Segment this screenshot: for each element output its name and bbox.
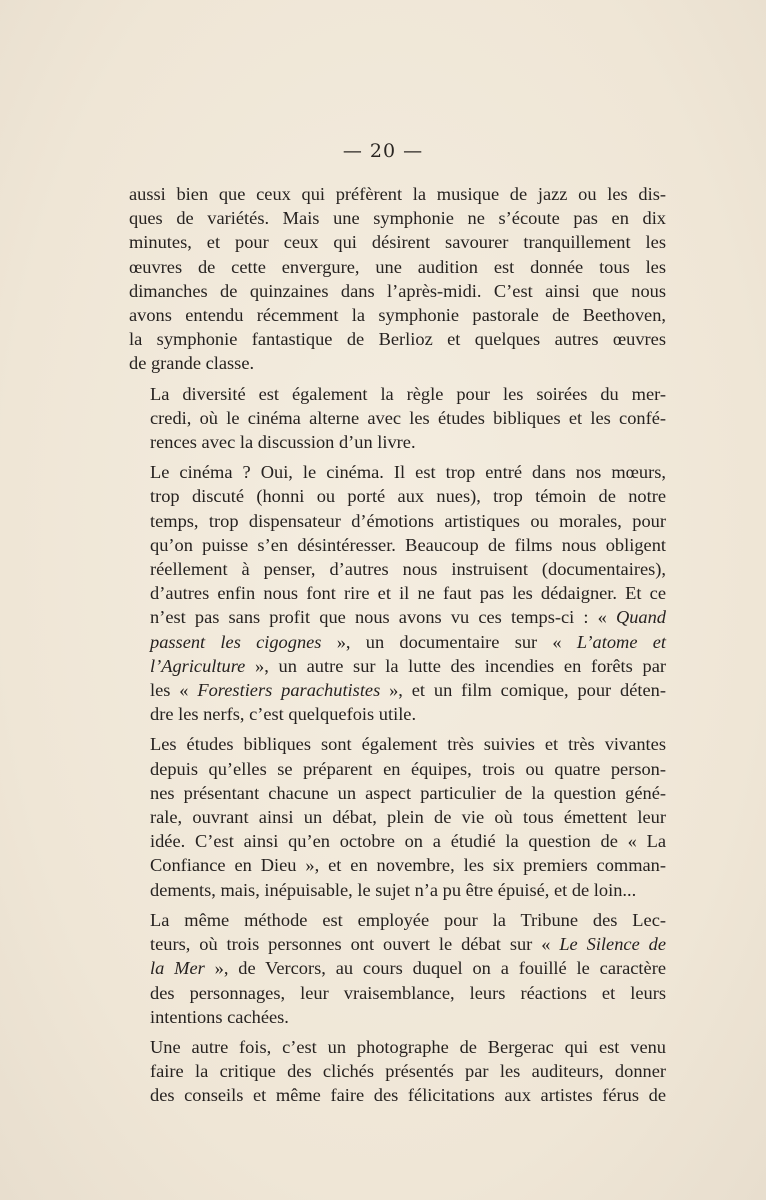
text-line: les « Forestiers parachutistes », et un film comique, pour déten- [150,680,666,701]
text-line: dimanches de quinzaines dans l’après-midi. C’est ainsi que nous [129,280,666,301]
text-line: intentions cachées. [150,1006,289,1027]
text-line: La même méthode est employée pour la Tribune des Lec- [150,909,666,930]
paragraph [129,182,666,376]
text-line: la Mer », de Vercors, au cours duquel on a fouillé le caractère [150,958,666,979]
italic-title: l’Agriculture [150,655,246,676]
text-line: credi, où le cinéma alterne avec les études bibliques et les confé- [150,407,666,428]
text-line: dre les nerfs, c’est quelquefois utile. [150,704,417,725]
italic-title: L’atome et [576,631,667,652]
text-line: la symphonie fantastique de Berlioz et quelques autres œuvres [129,329,666,350]
text-line: œuvres de cette envergure, une audition est donnée tous les [129,256,666,277]
paragraph [129,732,666,901]
italic-title: passent les cigognes [150,631,322,652]
text-line: Une autre fois, c’est un photographe de Bergerac qui est venu [150,1036,666,1057]
text-line: d’autres enfin nous font rire et il ne faut pas les dédaigner. Et ce [150,583,666,604]
text-line: ques de variétés. Mais une symphonie ne s’écoute pas en dix [129,208,666,229]
text-line: faire la critique des clichés présentés par les auditeurs, donner [150,1061,666,1082]
italic-title: la Mer [150,958,205,979]
text-line: des conseils et même faire des félicitations aux artistes férus de [150,1085,666,1106]
text-line: depuis qu’elles se préparent en équipes, trois ou quatre person- [150,758,666,779]
text-line: de grande classe. [129,353,255,374]
paragraph [129,908,666,1029]
text-line: qu’on puisse s’en désintéresser. Beaucoup de films nous obligent [150,534,666,555]
text-line: La diversité est également la règle pour les soirées du mer- [150,383,666,404]
paragraph [129,382,666,455]
page-number: — 20 — [342,140,424,162]
text-line: des personnages, leur vraisemblance, leurs réactions et leurs [150,982,666,1003]
text-line: l’Agriculture », un autre sur la lutte des incendies en forêts par [150,655,666,676]
text-line: teurs, où trois personnes ont ouvert le débat sur « Le Silence de [150,934,666,955]
text-line: réellement à penser, d’autres nous instruisent (documentaires), [150,559,666,580]
text-line: Confiance en Dieu », et en novembre, les six premiers comman- [150,855,666,876]
text-line: rences avec la discussion d’un livre. [150,432,416,453]
body-text [129,182,666,1114]
italic-title: Le Silence de [559,934,666,955]
text-line: nes présentant chacune un aspect particulier de la question géné- [150,782,666,803]
italic-title: Forestiers parachutistes [197,680,381,701]
text-line: minutes, et pour ceux qui désirent savourer tranquillement les [129,232,666,253]
paragraph [129,460,666,726]
text-line: trop discuté (honni ou porté aux nues), trop témoin de notre [150,486,666,507]
text-line: temps, trop dispensateur d’émotions artistiques ou morales, pour [150,510,666,531]
text-line: rale, ouvrant ainsi un débat, plein de vie où tous émettent leur [150,807,666,828]
text-line: passent les cigognes », un documentaire sur « L’atome et [150,631,667,652]
italic-title: Quand [615,607,666,628]
text-line: dements, mais, inépuisable, le sujet n’a pu être épuisé, et de loin... [150,879,637,900]
text-line: avons entendu récemment la symphonie pastorale de Beethoven, [129,305,666,326]
text-line: Le cinéma ? Oui, le cinéma. Il est trop entré dans nos mœurs, [150,462,666,483]
text-line: Les études bibliques sont également très suivies et très vivantes [150,734,666,755]
text-line: aussi bien que ceux qui préfèrent la musique de jazz ou les dis- [129,184,666,204]
paragraph [129,1035,666,1108]
text-line: n’est pas sans profit que nous avons vu ces temps-ci : « Quand [150,607,666,628]
text-line: idée. C’est ainsi qu’en octobre on a étudié la question de « La [150,831,666,852]
